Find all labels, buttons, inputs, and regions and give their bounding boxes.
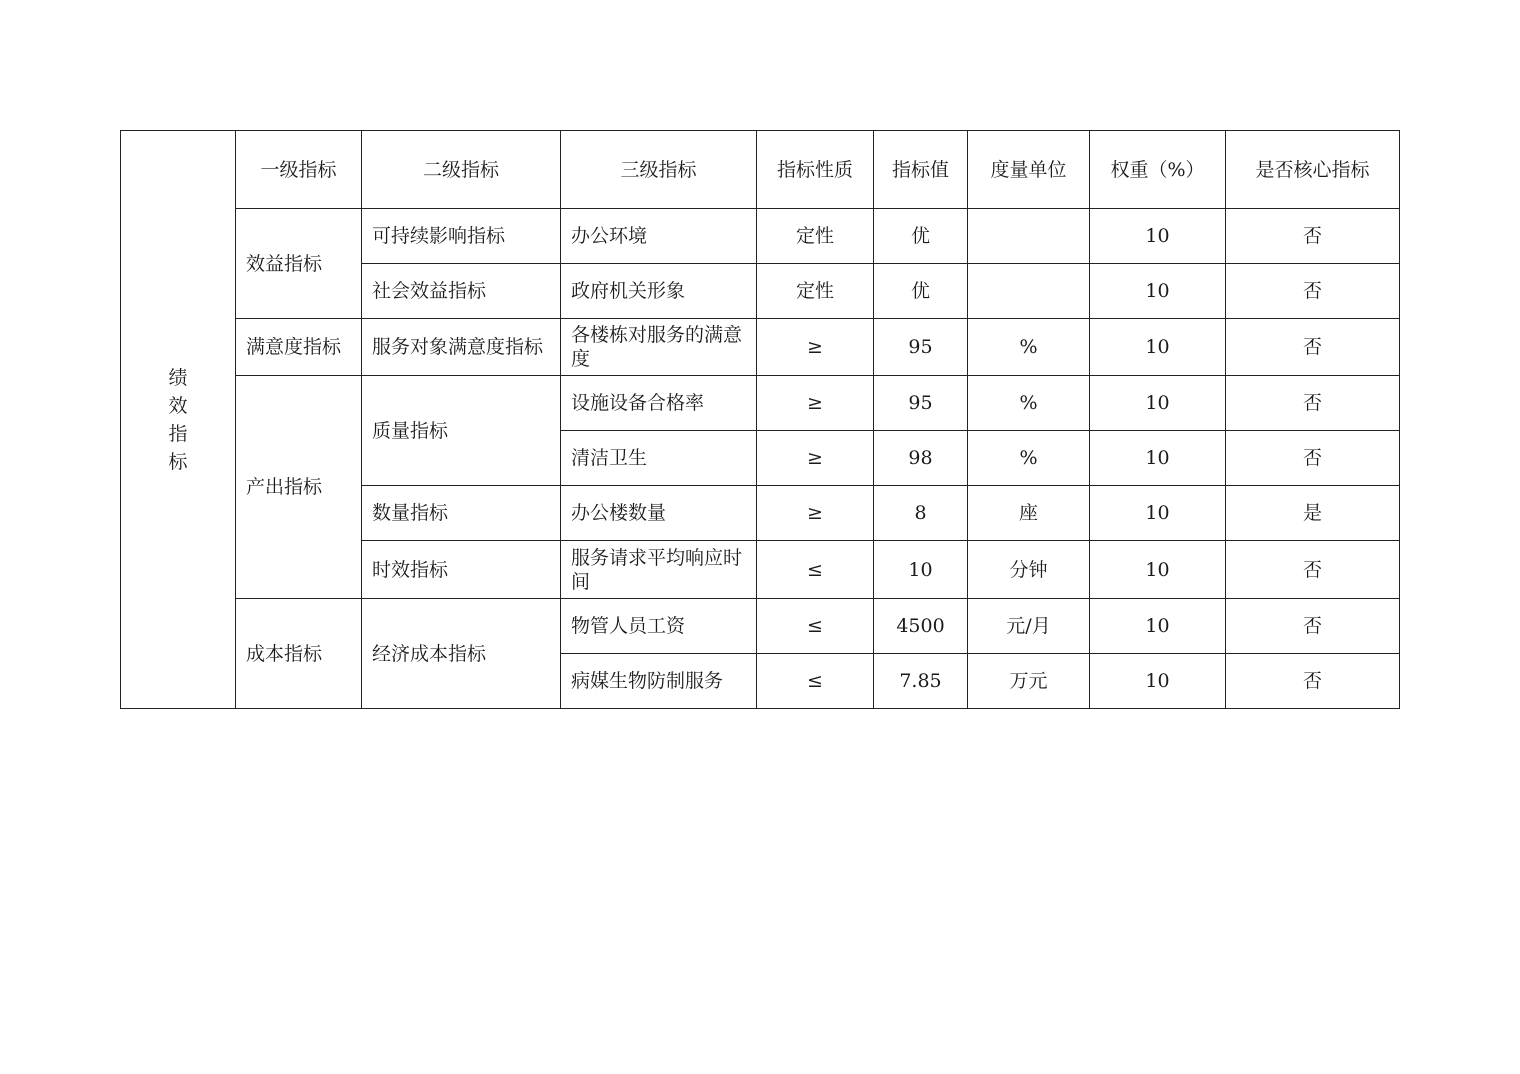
core-cell: 否: [1226, 264, 1400, 319]
unit-cell: %: [968, 431, 1090, 486]
header-row: [121, 131, 1400, 209]
header-level1: 一级指标: [236, 131, 362, 209]
value-cell: 7.85: [874, 654, 968, 709]
nature-cell: ≥: [757, 486, 874, 541]
table-row: [121, 319, 1400, 376]
weight-cell: 10: [1090, 431, 1226, 486]
side-label-cell: [121, 131, 236, 709]
weight-cell: 10: [1090, 264, 1226, 319]
table-row: [121, 376, 1400, 431]
unit-cell: 分钟: [968, 541, 1090, 599]
level2-cell: 时效指标: [362, 541, 561, 599]
value-cell: 优: [874, 264, 968, 319]
nature-cell: ≥: [757, 431, 874, 486]
group-satisfaction: 满意度指标: [236, 319, 362, 376]
value-cell: 10: [874, 541, 968, 599]
nature-cell: ≤: [757, 654, 874, 709]
nature-cell: ≤: [757, 599, 874, 654]
value-cell: 95: [874, 319, 968, 376]
header-unit: 度量单位: [968, 131, 1090, 209]
level2-cell: 服务对象满意度指标: [362, 319, 561, 376]
group-cost: 成本指标: [236, 599, 362, 709]
header-core: 是否核心指标: [1226, 131, 1400, 209]
nature-cell: 定性: [757, 264, 874, 319]
unit-cell: 元/月: [968, 599, 1090, 654]
unit-cell: %: [968, 319, 1090, 376]
header-nature: 指标性质: [757, 131, 874, 209]
group-benefit: 效益指标: [236, 209, 362, 319]
weight-cell: 10: [1090, 541, 1226, 599]
subgroup-economic-cost: 经济成本指标: [362, 599, 561, 709]
performance-indicator-table: [120, 130, 1400, 709]
core-cell: 否: [1226, 431, 1400, 486]
level2-cell: 社会效益指标: [362, 264, 561, 319]
level3-cell: 病媒生物防制服务: [561, 654, 757, 709]
weight-cell: 10: [1090, 599, 1226, 654]
nature-cell: ≤: [757, 541, 874, 599]
value-cell: 8: [874, 486, 968, 541]
level3-cell: 办公楼数量: [561, 486, 757, 541]
unit-cell: 万元: [968, 654, 1090, 709]
unit-cell: [968, 209, 1090, 264]
unit-cell: [968, 264, 1090, 319]
nature-cell: 定性: [757, 209, 874, 264]
weight-cell: 10: [1090, 209, 1226, 264]
level3-cell: 各楼栋对服务的满意度: [561, 319, 757, 376]
core-cell: 否: [1226, 654, 1400, 709]
header-value: 指标值: [874, 131, 968, 209]
level3-cell: 清洁卫生: [561, 431, 757, 486]
side-label: 绩效指标: [168, 366, 188, 473]
level3-cell: 设施设备合格率: [561, 376, 757, 431]
level3-cell: 政府机关形象: [561, 264, 757, 319]
nature-cell: ≥: [757, 319, 874, 376]
core-cell: 否: [1226, 319, 1400, 376]
value-cell: 4500: [874, 599, 968, 654]
header-weight: 权重（%）: [1090, 131, 1226, 209]
unit-cell: 座: [968, 486, 1090, 541]
value-cell: 98: [874, 431, 968, 486]
value-cell: 优: [874, 209, 968, 264]
core-cell: 否: [1226, 209, 1400, 264]
weight-cell: 10: [1090, 486, 1226, 541]
level2-cell: 可持续影响指标: [362, 209, 561, 264]
weight-cell: 10: [1090, 376, 1226, 431]
nature-cell: ≥: [757, 376, 874, 431]
header-level3: 三级指标: [561, 131, 757, 209]
header-level2: 二级指标: [362, 131, 561, 209]
level3-cell: 服务请求平均响应时间: [561, 541, 757, 599]
core-cell: 是: [1226, 486, 1400, 541]
weight-cell: 10: [1090, 319, 1226, 376]
group-output: 产出指标: [236, 376, 362, 599]
level3-cell: 办公环境: [561, 209, 757, 264]
core-cell: 否: [1226, 376, 1400, 431]
core-cell: 否: [1226, 599, 1400, 654]
table-row: [121, 209, 1400, 264]
level2-cell: 数量指标: [362, 486, 561, 541]
table-row: [121, 599, 1400, 654]
core-cell: 否: [1226, 541, 1400, 599]
value-cell: 95: [874, 376, 968, 431]
weight-cell: 10: [1090, 654, 1226, 709]
subgroup-quality: 质量指标: [362, 376, 561, 486]
level3-cell: 物管人员工资: [561, 599, 757, 654]
unit-cell: %: [968, 376, 1090, 431]
